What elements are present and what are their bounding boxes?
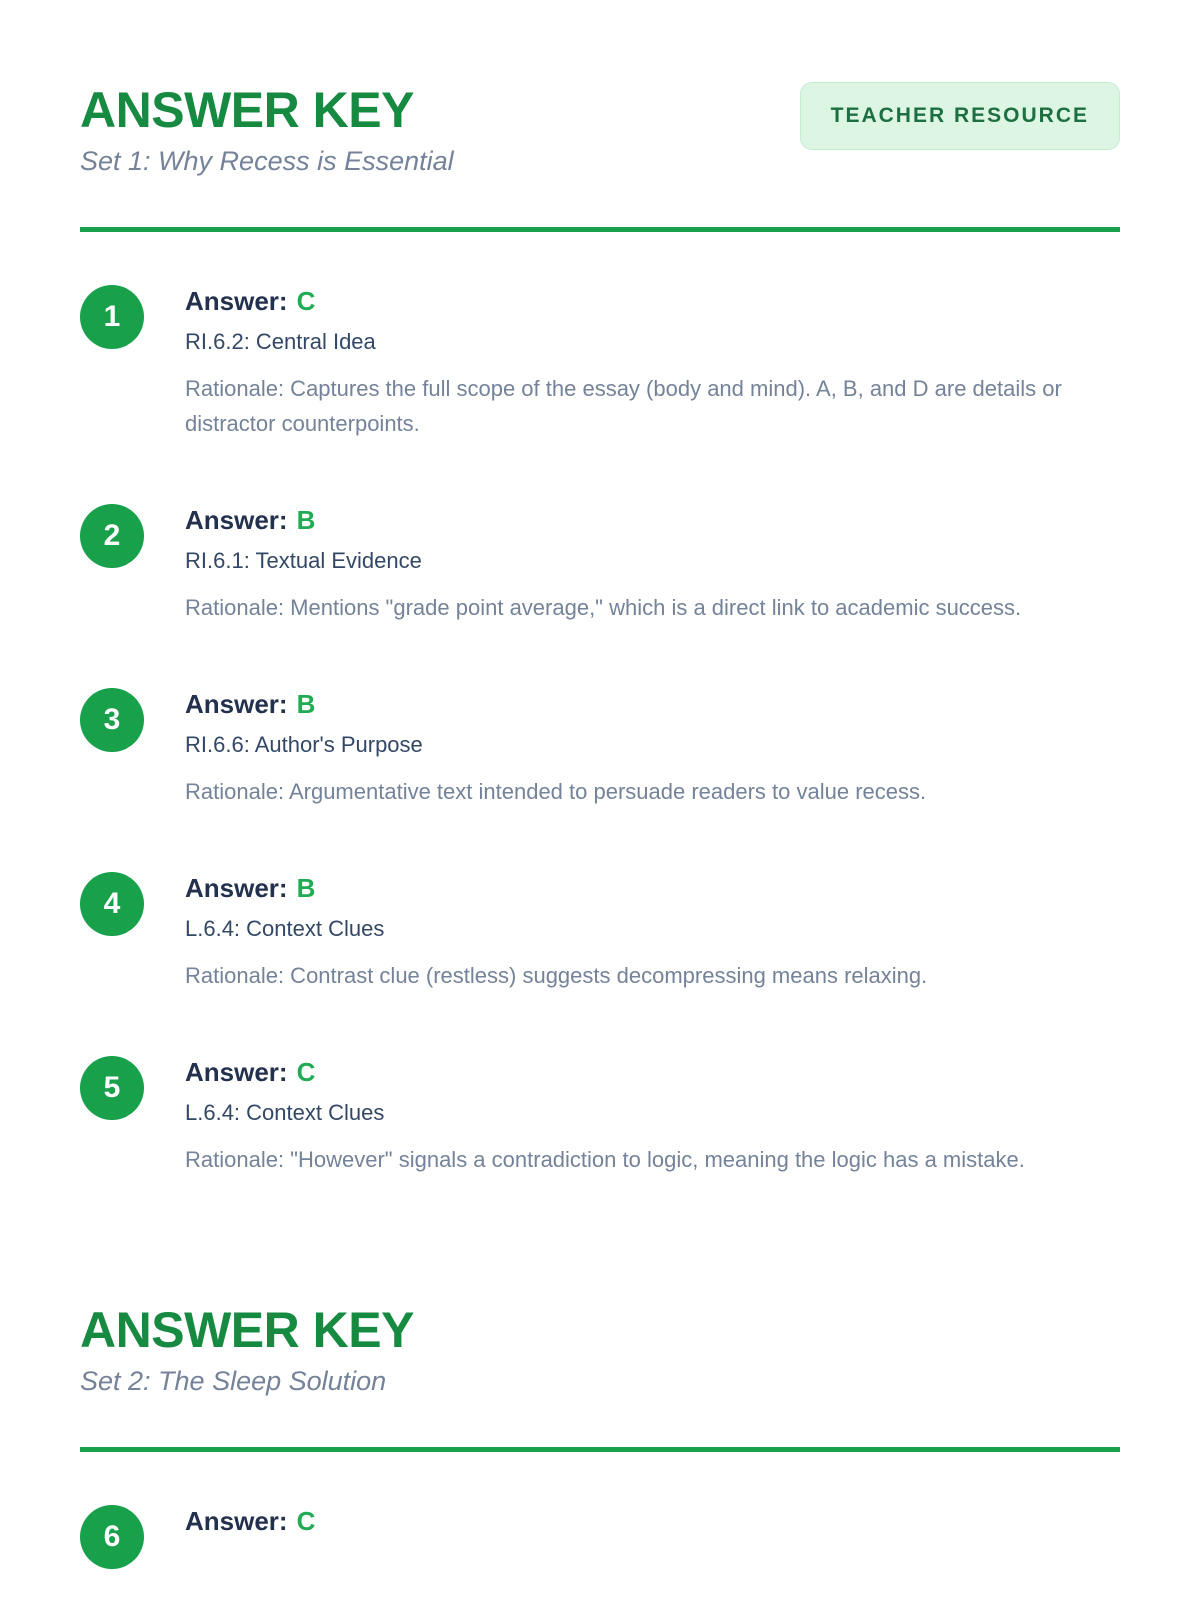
- answer-label: Answer:: [185, 1506, 288, 1536]
- section-subtitle: Set 2: The Sleep Solution: [80, 1366, 387, 1396]
- page-title: ANSWER KEY: [80, 82, 414, 138]
- answer-items-list: [80, 1505, 1120, 1569]
- section-subtitle: Set 1: Why Recess is Essential: [80, 146, 454, 176]
- answer-line: [185, 504, 1021, 536]
- question-number-badge: 6: [80, 1505, 144, 1569]
- answer-label: Answer:: [185, 873, 288, 903]
- answer-item-content: [185, 1056, 1025, 1177]
- answer-label: Answer:: [185, 689, 288, 719]
- answer-letter: C: [296, 1506, 316, 1536]
- answer-line: [185, 285, 1115, 317]
- standard-line: RI.6.2: Central Idea: [185, 329, 376, 354]
- answer-label: Answer:: [185, 286, 288, 316]
- answer-item: [80, 504, 1120, 625]
- section-divider: [80, 227, 1120, 232]
- answer-item: [80, 285, 1120, 441]
- title-block: [80, 82, 454, 177]
- standard-line: L.6.4: Context Clues: [185, 916, 385, 941]
- answer-item-content: [185, 872, 927, 993]
- answer-letter: C: [296, 1057, 316, 1087]
- answer-line: [185, 1056, 1025, 1088]
- answer-item: [80, 1056, 1120, 1177]
- question-number-badge: 3: [80, 688, 144, 752]
- answer-key-section: [80, 1302, 1120, 1569]
- answer-label: Answer:: [185, 1057, 288, 1087]
- section-header: [80, 1302, 1120, 1397]
- answer-item-content: [185, 688, 926, 809]
- answer-label: Answer:: [185, 505, 288, 535]
- answer-line: [185, 688, 926, 720]
- section-divider: [80, 1447, 1120, 1452]
- answer-item: [80, 1505, 1120, 1569]
- page-title: ANSWER KEY: [80, 1302, 414, 1358]
- answer-letter: B: [296, 873, 316, 903]
- answer-item-content: [185, 285, 1115, 441]
- rationale-text: Rationale: Captures the full scope of the essay (body and mind). A, B, and D are details or distractor counterpoints.: [185, 376, 1062, 436]
- title-block: [80, 1302, 414, 1397]
- rationale-text: Rationale: "However" signals a contradiction to logic, meaning the logic has a mistake.: [185, 1147, 1025, 1172]
- standard-line: L.6.4: Context Clues: [185, 1100, 385, 1125]
- rationale-text: Rationale: Argumentative text intended to persuade readers to value recess.: [185, 779, 927, 804]
- answer-letter: B: [296, 689, 316, 719]
- rationale-text: Rationale: Mentions "grade point average," which is a direct link to academic success.: [185, 595, 1022, 620]
- answer-letter: B: [296, 505, 316, 535]
- rationale-text: Rationale: Contrast clue (restless) suggests decompressing means relaxing.: [185, 963, 928, 988]
- answer-item: [80, 688, 1120, 809]
- answer-line: [185, 1505, 315, 1537]
- answer-items-list: [80, 285, 1120, 1177]
- section-header: [80, 82, 1120, 177]
- question-number-badge: 2: [80, 504, 144, 568]
- standard-line: RI.6.6: Author's Purpose: [185, 732, 423, 757]
- answer-item: [80, 872, 1120, 993]
- question-number-badge: 1: [80, 285, 144, 349]
- answer-line: [185, 872, 927, 904]
- question-number-badge: 4: [80, 872, 144, 936]
- answer-item-content: [185, 504, 1021, 625]
- standard-line: RI.6.1: Textual Evidence: [185, 548, 422, 573]
- question-number-badge: 5: [80, 1056, 144, 1120]
- answer-letter: C: [296, 286, 316, 316]
- answer-key-section: [80, 82, 1120, 1177]
- answer-item-content: [185, 1505, 315, 1569]
- teacher-resource-badge: TEACHER RESOURCE: [800, 82, 1120, 150]
